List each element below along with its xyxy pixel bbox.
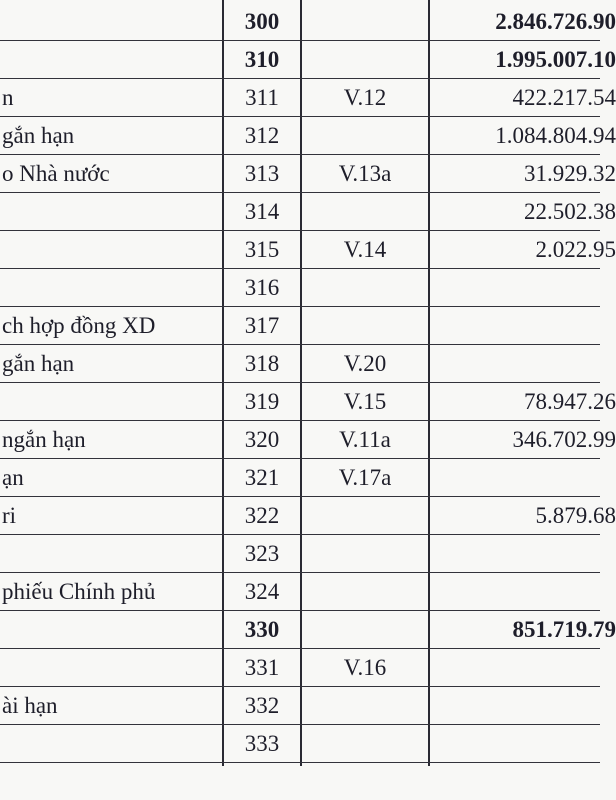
row-item-name <box>0 725 224 763</box>
row-note <box>302 687 428 725</box>
table-row <box>0 117 616 155</box>
row-item-name: n <box>2 85 14 110</box>
table-row <box>0 611 616 649</box>
row-value-text: 422.217.54 <box>512 85 616 110</box>
row-item-name: ch hợp đồng XD <box>2 313 156 338</box>
table-row <box>0 421 616 459</box>
row-value <box>430 383 616 421</box>
table-row <box>0 79 616 117</box>
row-value <box>430 573 600 611</box>
table-row <box>0 687 600 725</box>
row-item-name <box>0 41 224 79</box>
row-code: 300 <box>244 9 280 34</box>
row-code: 322 <box>244 503 280 528</box>
row-note <box>302 3 428 41</box>
row-note <box>302 725 428 763</box>
row-value <box>430 231 616 269</box>
row-item-name <box>0 3 224 41</box>
row-note <box>302 611 428 649</box>
row-note: V.14 <box>343 237 387 262</box>
row-code: 315 <box>244 237 280 262</box>
table-row <box>0 269 600 307</box>
row-note <box>302 535 428 573</box>
row-note <box>302 307 428 345</box>
row-code: 332 <box>244 693 280 718</box>
table-row <box>0 383 616 421</box>
row-note <box>302 573 428 611</box>
row-item-name: ri <box>2 503 17 528</box>
row-code: 321 <box>244 465 280 490</box>
row-code: 317 <box>244 313 280 338</box>
row-note: V.15 <box>343 389 387 414</box>
row-value <box>430 269 600 307</box>
row-value-text: 851.719.79 <box>512 617 616 642</box>
row-code: 330 <box>244 617 280 642</box>
row-note <box>302 117 428 155</box>
row-value <box>430 649 600 687</box>
row-item-name <box>0 231 224 269</box>
row-value <box>430 459 600 497</box>
row-item-name: o Nhà nước <box>2 161 110 186</box>
row-value-text: 2.022.95 <box>535 237 616 262</box>
row-note: V.16 <box>343 655 387 680</box>
row-value-text: 22.502.38 <box>524 199 616 224</box>
row-item-name <box>0 269 224 307</box>
table-row <box>0 497 616 535</box>
row-item-name <box>0 383 224 421</box>
row-item-name: ngắn hạn <box>2 427 86 452</box>
row-code: 324 <box>244 579 280 604</box>
row-value <box>430 687 600 725</box>
row-note <box>302 497 428 535</box>
row-value-text: 1.084.804.94 <box>495 123 616 148</box>
row-value <box>430 3 616 41</box>
row-note: V.12 <box>343 85 387 110</box>
row-code: 311 <box>245 85 279 110</box>
row-value <box>430 155 616 193</box>
row-code: 318 <box>244 351 280 376</box>
table-row <box>0 41 616 79</box>
row-value <box>430 193 616 231</box>
row-code: 314 <box>244 199 280 224</box>
row-item-name <box>0 611 224 649</box>
table-row <box>0 3 616 41</box>
row-item-name <box>0 535 224 573</box>
table-row <box>0 345 600 383</box>
table-row <box>0 231 616 269</box>
row-note: V.17a <box>338 465 392 490</box>
row-value-text: 2.846.726.90 <box>495 9 616 34</box>
table-row <box>0 535 600 573</box>
row-value <box>430 535 600 573</box>
row-note: V.20 <box>343 351 387 376</box>
row-item-name: ạn <box>2 465 24 490</box>
row-note <box>302 269 428 307</box>
row-code: 313 <box>244 161 280 186</box>
row-value <box>430 117 616 155</box>
row-value <box>430 497 616 535</box>
row-note: V.13a <box>338 161 392 186</box>
row-code: 319 <box>244 389 280 414</box>
row-value-text: 78.947.26 <box>524 389 616 414</box>
row-item-name: ài hạn <box>2 693 58 718</box>
table-row <box>0 307 600 345</box>
row-value <box>430 725 600 763</box>
row-value <box>430 41 616 79</box>
row-note <box>302 41 428 79</box>
row-item-name: gắn hạn <box>2 351 75 376</box>
row-value-text: 5.879.68 <box>535 503 616 528</box>
row-code: 320 <box>244 427 280 452</box>
row-item-name: gắn hạn <box>2 123 75 148</box>
table-row <box>0 193 616 231</box>
row-value <box>430 79 616 117</box>
row-item-name: phiếu Chính phủ <box>2 579 156 604</box>
row-value-text: 1.995.007.10 <box>495 47 616 72</box>
row-value-text: 346.702.99 <box>512 427 616 452</box>
row-note: V.11a <box>339 427 391 452</box>
row-value <box>430 611 616 649</box>
row-code: 333 <box>244 731 280 756</box>
row-value-text: 31.929.32 <box>524 161 616 186</box>
row-value <box>430 307 600 345</box>
row-item-name <box>0 649 224 687</box>
row-value <box>430 345 600 383</box>
row-value <box>430 421 616 459</box>
table-row <box>0 459 600 497</box>
row-code: 323 <box>244 541 280 566</box>
table-row <box>0 725 600 763</box>
table-row <box>0 573 600 611</box>
row-code: 312 <box>244 123 280 148</box>
row-item-name <box>0 193 224 231</box>
row-code: 331 <box>244 655 280 680</box>
table-row <box>0 155 616 193</box>
row-note <box>302 193 428 231</box>
row-code: 310 <box>244 47 280 72</box>
row-code: 316 <box>244 275 280 300</box>
table-row <box>0 649 600 687</box>
